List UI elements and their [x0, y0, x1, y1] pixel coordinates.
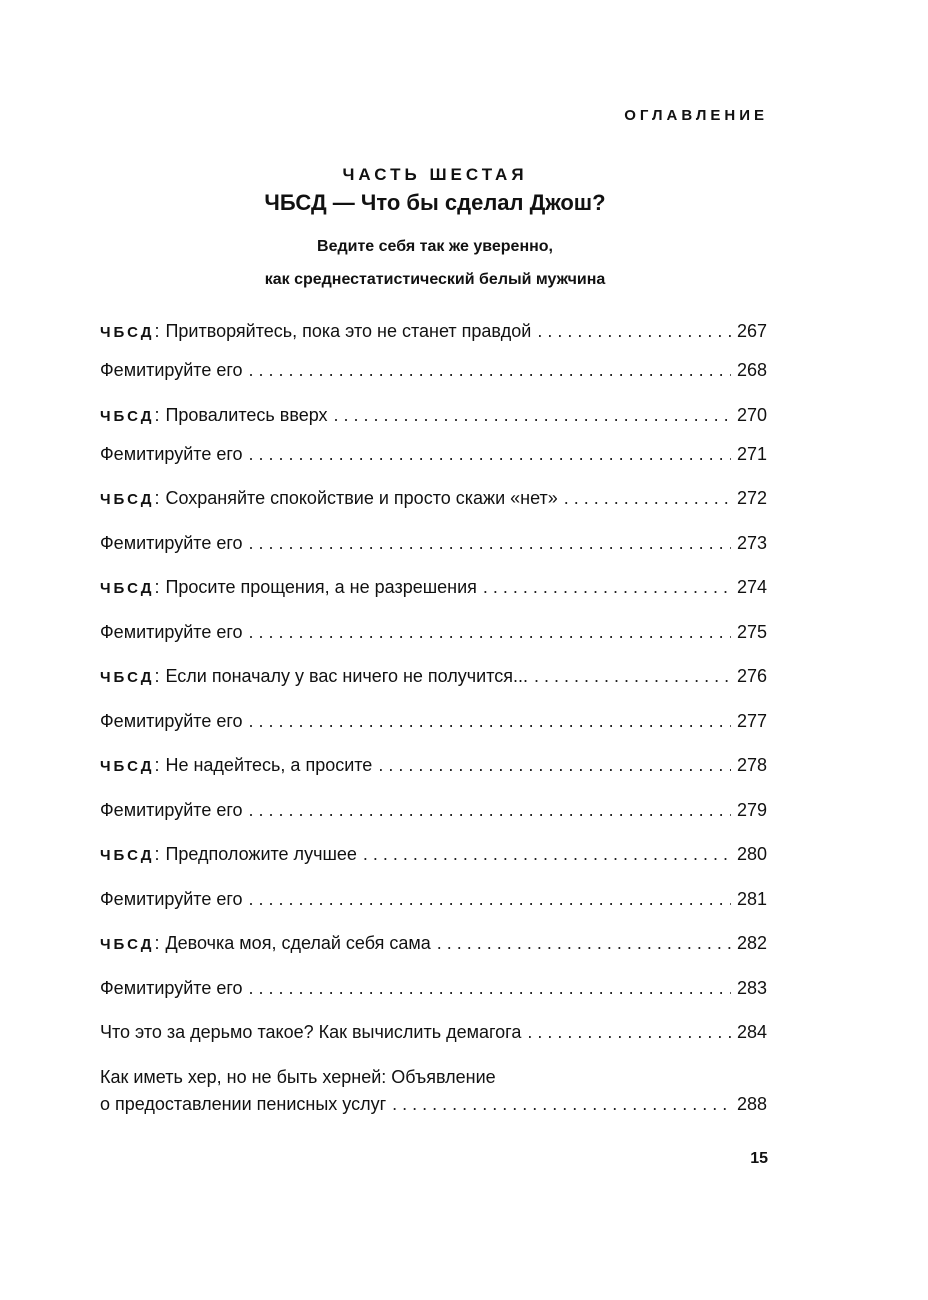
- toc-entry[interactable]: [100, 752, 767, 780]
- toc-entry-page: 283: [736, 978, 767, 998]
- toc-entry-page: 279: [736, 800, 767, 820]
- running-head: ОГЛАВЛЕНИЕ: [624, 107, 768, 124]
- toc-entry[interactable]: [100, 975, 767, 1001]
- toc-entry-colon: :: [154, 577, 160, 597]
- toc-entry-prefix: ЧБСД: [100, 324, 155, 341]
- toc-entry[interactable]: [100, 1019, 767, 1045]
- part-subtitle: [0, 230, 870, 296]
- toc-entry-colon: :: [154, 755, 160, 775]
- toc-entry[interactable]: [100, 574, 767, 602]
- toc-entry-page: 282: [736, 933, 767, 953]
- part-label: ЧАСТЬ ШЕСТАЯ: [342, 165, 528, 184]
- toc-entry-title: Фемитируйте его: [100, 800, 243, 820]
- toc-entry[interactable]: [100, 930, 767, 958]
- toc-entry-title: Просите прощения, а не разрешения: [165, 577, 477, 597]
- toc-entry-page: 281: [736, 889, 767, 909]
- dot-leader: [334, 402, 731, 428]
- toc-entry-page: 267: [736, 321, 767, 341]
- dot-leader: [249, 797, 731, 823]
- toc-entry[interactable]: [100, 530, 767, 556]
- part-title: ЧБСД — Что бы сделал Джош?: [264, 190, 606, 215]
- toc-entry-page: 284: [736, 1022, 767, 1042]
- toc-entry-prefix: ЧБСД: [100, 669, 155, 686]
- dot-leader: [249, 708, 731, 734]
- toc-entry-prefix: ЧБСД: [100, 580, 155, 597]
- dot-leader: [534, 663, 731, 689]
- dot-leader: [564, 485, 731, 511]
- toc-entry-title: Фемитируйте его: [100, 978, 243, 998]
- dot-leader: [249, 619, 731, 645]
- toc-entry-page: 288: [736, 1094, 767, 1114]
- toc-entry-title: Фемитируйте его: [100, 444, 243, 464]
- dot-leader: [392, 1091, 731, 1117]
- toc-entry-multiline[interactable]: [100, 1067, 767, 1117]
- part-subtitle-line-1: Ведите себя так же уверенно,: [317, 238, 553, 255]
- toc-entry-prefix: ЧБСД: [100, 847, 155, 864]
- toc-entry-title: Провалитесь вверх: [165, 405, 328, 425]
- toc-entry-prefix: ЧБСД: [100, 758, 155, 775]
- toc-entry[interactable]: [100, 663, 767, 691]
- toc-entry-colon: :: [154, 844, 160, 864]
- toc-entry-page: 274: [736, 577, 767, 597]
- toc-entry-page: 272: [736, 488, 767, 508]
- toc-entry-title: Притворяйтесь, пока это не станет правдой: [165, 321, 532, 341]
- dot-leader: [483, 574, 731, 600]
- toc-entry-prefix: ЧБСД: [100, 491, 155, 508]
- toc-entry-title: Девочка моя, сделай себя сама: [165, 933, 431, 953]
- toc-entry-title-line-1: Как иметь хер, но не быть херней: Объявление: [100, 1067, 496, 1087]
- dot-leader: [537, 318, 731, 344]
- dot-leader: [249, 530, 731, 556]
- toc-entry-title: Фемитируйте его: [100, 533, 243, 553]
- dot-leader: [249, 886, 731, 912]
- toc-entry[interactable]: [100, 441, 767, 467]
- toc-entry-page: 280: [736, 844, 767, 864]
- toc-entry-title-line-2: о предоставлении пенисных услуг: [100, 1094, 387, 1114]
- toc-entry[interactable]: [100, 841, 767, 869]
- dot-leader: [378, 752, 731, 778]
- toc-entry-page: 276: [736, 666, 767, 686]
- toc-entry-colon: :: [154, 488, 160, 508]
- toc-entry-page: 275: [736, 622, 767, 642]
- toc-entry-prefix: ЧБСД: [100, 408, 155, 425]
- toc-entry-colon: :: [154, 405, 160, 425]
- toc-entry-title: Сохраняйте спокойствие и просто скажи «нет»: [165, 488, 558, 508]
- toc-entry-page: 268: [736, 360, 767, 380]
- toc-entry-title: Предположите лучшее: [165, 844, 357, 864]
- toc-entry-colon: :: [154, 666, 160, 686]
- toc-entry-title: Если поначалу у вас ничего не получится...: [165, 666, 529, 686]
- toc-entry-page: 273: [736, 533, 767, 553]
- toc-entry-colon: :: [154, 933, 160, 953]
- toc-entry-page: 271: [736, 444, 767, 464]
- toc-entry[interactable]: [100, 708, 767, 734]
- toc-entry-page: 270: [736, 405, 767, 425]
- part-subtitle-line-2: как среднестатистический белый мужчина: [264, 271, 606, 288]
- toc-entry-title: Фемитируйте его: [100, 622, 243, 642]
- toc-entry-title: Фемитируйте его: [100, 360, 243, 380]
- toc-entry[interactable]: [100, 886, 767, 912]
- dot-leader: [527, 1019, 731, 1045]
- toc-entry-page: 278: [736, 755, 767, 775]
- toc-entry[interactable]: [100, 357, 767, 383]
- toc-entry-title: Фемитируйте его: [100, 889, 243, 909]
- dot-leader: [249, 357, 731, 383]
- page-number: 15: [750, 1150, 768, 1167]
- toc-entry[interactable]: [100, 619, 767, 645]
- toc-entry-prefix: ЧБСД: [100, 936, 155, 953]
- toc-entry[interactable]: [100, 318, 767, 346]
- toc-entry-title: Не надейтесь, а просите: [165, 755, 373, 775]
- toc-entry-title: Фемитируйте его: [100, 711, 243, 731]
- toc-entry-title: Что это за дерьмо такое? Как вычислить демагога: [100, 1022, 522, 1042]
- toc-entry[interactable]: [100, 485, 767, 513]
- toc-entry-colon: :: [154, 321, 160, 341]
- toc-entry-page: 277: [736, 711, 767, 731]
- dot-leader: [363, 841, 731, 867]
- dot-leader: [249, 441, 731, 467]
- toc-entry[interactable]: [100, 402, 767, 430]
- dot-leader: [437, 930, 731, 956]
- dot-leader: [249, 975, 731, 1001]
- toc-entry[interactable]: [100, 797, 767, 823]
